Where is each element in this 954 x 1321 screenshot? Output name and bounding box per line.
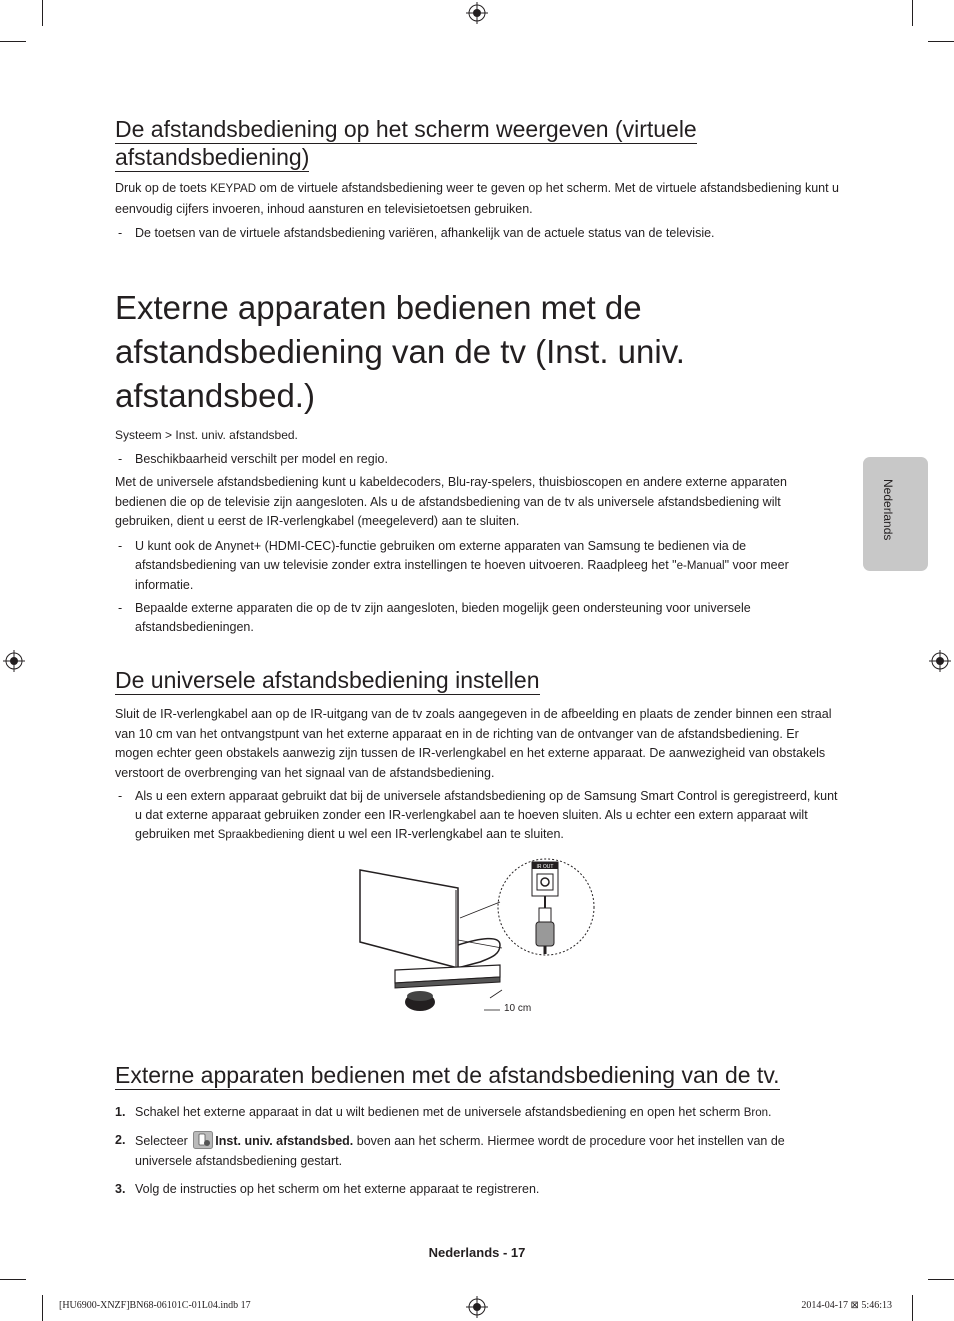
- section-paragraph: Met de universele afstandsbediening kunt u kabeldecoders, Blu-ray-spelers, thuisbioscopen en andere externe apparaten bedienen die op de televisie zijn aangesloten. Als u de afstandsbediening van de tv als universele afstandsbediening wilt gebruiken, dient u eerst de IR-verlengkabel (meegeleverd) aan te sluiten.: [115, 475, 787, 528]
- distance-label: 10 cm: [504, 1003, 532, 1014]
- note-item: - U kunt ook de Anynet+ (HDMI-CEC)-functie gebruiken om externe apparaten van Samsung te bedienen via de afstandsbediening van uw televisie zonder extra instellingen te hoeven uitvoeren. Raadpleeg het "e-Manual" voor meer informatie.: [118, 539, 789, 592]
- section-universal-remote: [115, 286, 840, 418]
- note-item: - Beschikbaarheid verschilt per model en regio.: [118, 452, 388, 466]
- section-paragraph: Sluit de IR-verlengkabel aan op de IR-uitgang van de tv zoals aangegeven in de afbeelding en plaats de zender binnen een straal van 10 cm van het ontvangstpunt van het externe apparaat en in de richting van de ontvanger van de afstandsbediening. Er mogen echter geen obstakels aanwezig zijn tussen de IR-verlengkabel en het externe apparaat. De aanwezigheid van obstakels verstoort de overbrenging van het signaal van de afstandsbediening.: [115, 707, 832, 780]
- section-title: Externe apparaten bedienen met de afstandsbediening van de tv.: [115, 1062, 780, 1088]
- registration-mark-icon: [466, 1296, 488, 1318]
- crop-mark: [42, 1295, 43, 1321]
- section-paragraph: Druk op de toets KEYPAD om de virtuele afstandsbediening weer te geven op het scherm. Met de virtuele afstandsbediening kunt u eenvoudig cijfers invoeren, inhoud aansturen en televisietoetsen gebruiken.: [115, 181, 840, 216]
- page-number: Nederlands - 17: [428, 1245, 526, 1260]
- crop-mark: [928, 1279, 954, 1280]
- crop-mark: [0, 41, 26, 42]
- note-item: - Bepaalde externe apparaten die op de tv zijn aangesloten, bieden mogelijk geen ondersteuning voor universele afstandsbedieningen.: [118, 601, 751, 634]
- note-item: - De toetsen van de virtuele afstandsbediening variëren, afhankelijk van de actuele status van de televisie.: [118, 226, 715, 240]
- keypad-key-label: KEYPAD: [210, 183, 257, 195]
- menu-path: Systeem > Inst. univ. afstandsbed.: [115, 428, 298, 442]
- ir-cable-illustration: [350, 850, 610, 1025]
- menu-path-system: Systeem: [115, 428, 162, 442]
- page-title: Externe apparaten bedienen met de afstandsbediening van de tv (Inst. univ. afstandsbed.): [115, 289, 685, 414]
- section-control-devices: [115, 1061, 840, 1089]
- step-item: 1. Schakel het externe apparaat in dat u wilt bedienen met de universele afstandsbediening en open het scherm Bron.: [115, 1105, 772, 1119]
- crop-mark: [912, 0, 913, 26]
- ir-out-label: IR OUT: [536, 864, 554, 870]
- language-side-tab: [863, 457, 928, 571]
- registration-mark-icon: [929, 650, 951, 672]
- section-title: De universele afstandsbediening instellen: [115, 667, 540, 693]
- step-item: 2. Selecteer Inst. univ. afstandsbed. boven aan het scherm. Hiermee wordt de procedure voor het instellen van de universele afstandsbediening gestart.: [115, 1133, 785, 1168]
- print-info-left: [HU6900-XNZF]BN68-06101C-01L04.indb 17: [59, 1300, 251, 1311]
- section-virtual-remote: [115, 115, 840, 171]
- registration-mark-icon: [3, 650, 25, 672]
- crop-mark: [912, 1295, 913, 1321]
- tv-illustration: [360, 870, 458, 968]
- universal-remote-icon: [193, 1131, 213, 1149]
- section-title: De afstandsbediening op het scherm weergeven (virtuele afstandsbediening): [115, 116, 697, 170]
- menu-path-universal-remote: Inst. univ. afstandsbed.: [175, 428, 298, 442]
- crop-mark: [0, 1279, 26, 1280]
- registration-mark-icon: [466, 2, 488, 24]
- crop-mark: [928, 41, 954, 42]
- universal-remote-label: Inst. univ. afstandsbed.: [215, 1134, 354, 1148]
- source-key-label: Bron: [743, 1107, 769, 1119]
- e-manual-label: e-Manual: [676, 560, 725, 572]
- section-setup: [115, 666, 840, 694]
- step-item: 3. Volg de instructies op het scherm om het externe apparaat te registreren.: [115, 1182, 540, 1196]
- voice-control-label: Spraakbediening: [217, 829, 305, 841]
- print-info-right: 2014-04-17 ⊠ 5:46:13: [801, 1300, 892, 1311]
- language-side-tab-label: Nederlands: [881, 479, 895, 541]
- crop-mark: [42, 0, 43, 26]
- note-item: - Als u een extern apparaat gebruikt dat bij de universele afstandsbediening op de Samsung Smart Control is geregistreerd, kunt u dat externe apparaat gebruiken zonder een IR-verlengkabel aan te hoeven sluiten. Als u echter een extern apparaat wilt gebruiken met Spraakbediening dient u wel een IR-verlengkabel aan te sluiten.: [118, 789, 838, 841]
